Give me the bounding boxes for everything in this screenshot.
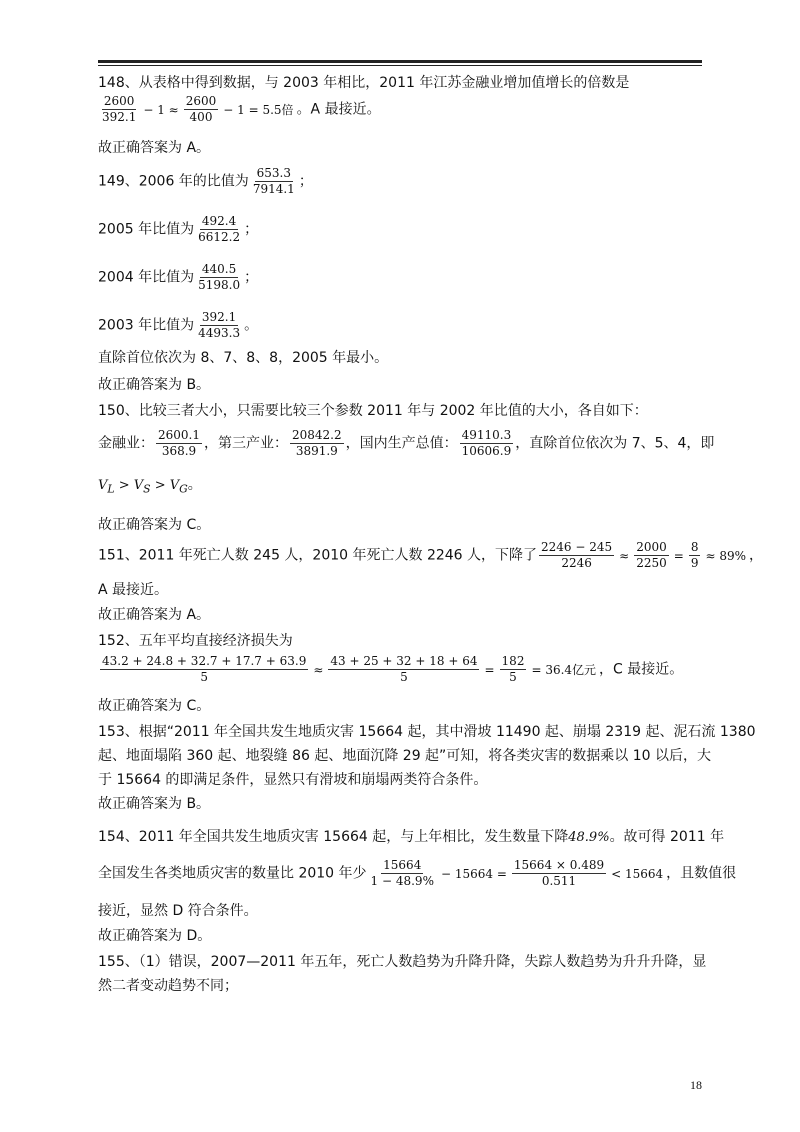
q149-line3: 2004 年比值为 $\frac{440.5}{5198.0}$ ； [98,262,259,292]
q153-line1: 153、根据“2011 年全国共发生地质灾害 15664 起，其中滑坡 11490 起、崩塌 2319 起、泥石流 1380 [98,724,756,740]
q153-line2: 起、地面塌陷 360 起、地裂缝 86 起、地面沉降 29 起”可知，将各类灾害的数据乘以 10 以后，大 [98,748,712,764]
q149-answer: 故正确答案为 B。 [98,377,211,393]
q154-line2: 全国发生各类地质灾害的数量比 2010 年少 $\frac{15664}{1 - 48.9\%}$ − 15664 = $\frac{15664 \times 0.489}{0.511}$ < 15664 ，且数值很 [98,858,737,888]
q154-line1: 154、2011 年全国共发生地质灾害 15664 起，与上年相比，发生数量下降48.9%。故可得 2011 年 [98,829,725,845]
q148-formula-line: $\frac{2600}{392.1}$ − 1 ≈ $\frac{2600}{400}$ − 1 = 5.5倍 。A 最接近。 [102,94,381,124]
q155-line1: 155、（1）错误，2007—2011 年五年，死亡人数趋势为升降升降，失踪人数趋势为升升升降，显 [98,954,707,970]
q149-line4: 2003 年比值为 $\frac{392.1}{4493.3}$ 。 [98,310,259,340]
q150-answer: 故正确答案为 C。 [98,517,211,533]
header-rule-thick [98,60,702,63]
q155-line2: 然二者变动趋势不同； [98,978,238,994]
q151-line2: A 最接近。 [98,582,169,598]
q151-line1: 151、2011 年死亡人数 245 人，2010 年死亡人数 2246 人，下降了 $\frac{2246 - 245}{2246}$ ≈ $\frac{2000}{2250}$ = $\frac{8}{9}$ ≈ 89% ， [98,540,764,570]
q154-line3: 接近，显然 D 符合条件。 [98,903,258,919]
q149-conclusion: 直除首位依次为 8、7、8、8，2005 年最小。 [98,350,389,366]
q151-answer: 故正确答案为 A。 [98,607,211,623]
page-number: 18 [690,1078,702,1092]
header-rule-thin [98,65,702,66]
fraction: $\frac{2600}{400}$ [185,94,217,124]
q149-line2: 2005 年比值为 $\frac{492.4}{6612.2}$ ； [98,214,259,244]
q153-line3: 于 15664 的即满足条件，显然只有滑坡和崩塌两类符合条件。 [98,772,488,788]
q148-line1: 148、从表格中得到数据，与 2003 年相比，2011 年江苏金融业增加值增长的倍数是 [98,75,630,91]
q150-inequality: $V_L > V_S > V_G$。 [98,477,202,496]
q149-line1: 149、2006 年的比值为 $\frac{653.3}{7914.1}$ ； [98,166,313,196]
q153-answer: 故正确答案为 B。 [98,796,211,812]
q154-answer: 故正确答案为 D。 [98,928,212,944]
q152-formula-line: $\frac{43.2 + 24.8 + 32.7 + 17.7 + 63.9}{5}$ ≈ $\frac{43 + 25 + 32 + 18 + 64}{5}$ = $\frac{182}{5}$ = 36.4亿元 ，C 最接近。 [102,654,684,684]
q152-answer: 故正确答案为 C。 [98,698,211,714]
fraction: $\frac{2600}{392.1}$ [102,94,137,124]
q150-line2: 金融业： $\frac{2600.1}{368.9}$ ，第三产业： $\frac{20842.2}{3891.9}$ ，国内生产总值： $\frac{49110.3}{10606.9}$ ，直除首位依次为 7、5、4，即 [98,428,715,458]
q152-line1: 152、五年平均直接经济损失为 [98,633,293,649]
q150-line1: 150、比较三者大小，只需要比较三个参数 2011 年与 2002 年比值的大小，各自如下： [98,403,648,419]
q148-answer: 故正确答案为 A。 [98,140,211,156]
